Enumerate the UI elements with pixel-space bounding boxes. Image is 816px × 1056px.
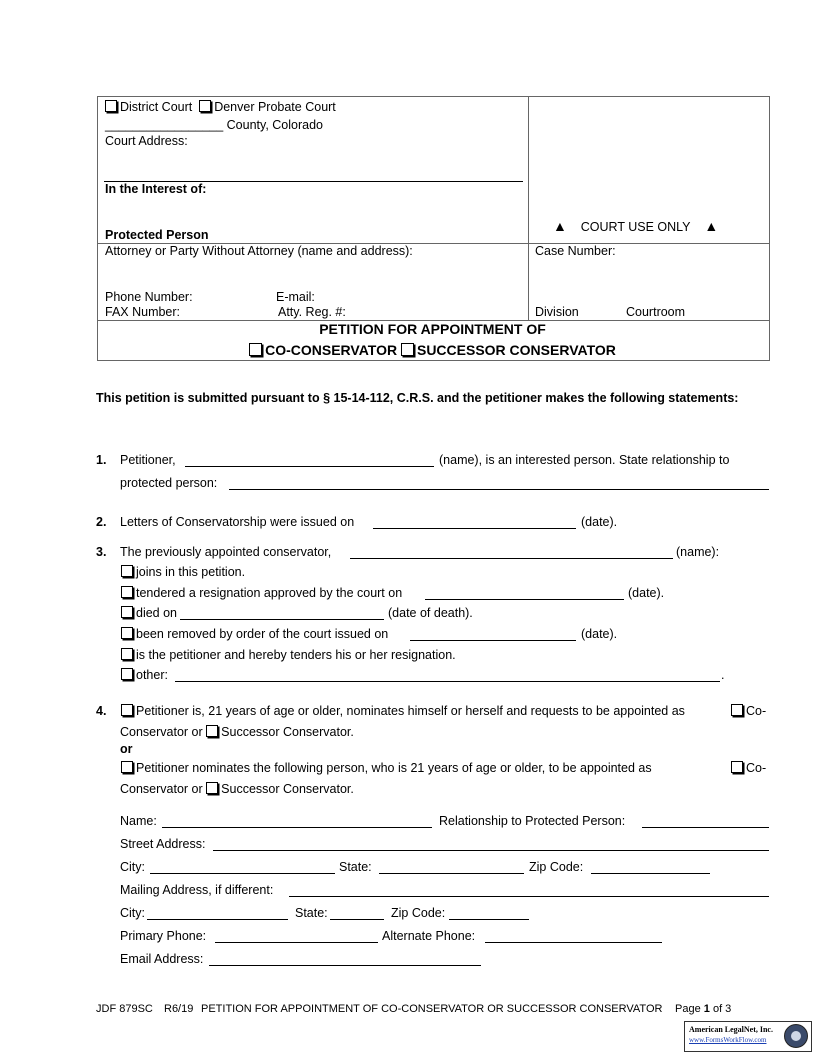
alternate-phone-field[interactable] [485, 942, 662, 943]
petitioner-name-field[interactable] [185, 466, 434, 467]
other-period: . [721, 668, 725, 682]
item-1-number: 1. [96, 453, 107, 467]
died-date-suffix: (date of death). [388, 606, 473, 620]
item-4-para2-text: Petitioner nominates the following person, who is 21 years of age or older, to be appointed as [136, 761, 652, 775]
successor-conservator-label: SUCCESSOR CONSERVATOR [416, 342, 616, 358]
item-1-text: (name), is an interested person. State relationship to [439, 453, 730, 467]
self-nominate-checkbox[interactable] [121, 704, 133, 716]
triangle-up-icon: ▲ [704, 218, 719, 234]
para2-co-checkbox[interactable] [731, 761, 743, 773]
other-field[interactable] [175, 681, 720, 682]
para2-co-label: Co- [746, 761, 767, 775]
zip2-label: Zip Code: [391, 906, 446, 920]
item-4-para1-end [731, 704, 766, 718]
page-prefix: Page [675, 1003, 701, 1015]
item-3-text: The previously appointed conservator, [120, 545, 332, 559]
phone-label: Phone Number: [105, 290, 193, 304]
tendered-checkbox[interactable] [121, 586, 133, 598]
caption-divider-vertical [528, 96, 529, 320]
letters-date-field[interactable] [373, 528, 576, 529]
para2-successor-checkbox[interactable] [206, 782, 218, 794]
item-4-para1-text: Petitioner is, 21 years of age or older, nominates himself or herself and requests to be appointed as [136, 704, 685, 718]
nominee-relationship-field[interactable] [642, 827, 769, 828]
item-2-date: (date). [581, 515, 618, 529]
protected-person-label: Protected Person [105, 228, 209, 242]
zip-label: Zip Code: [529, 860, 584, 874]
denver-probate-label: Denver Probate Court [214, 100, 336, 114]
courtroom-label: Courtroom [626, 305, 686, 319]
para1-conservator-or: Conservator or [120, 725, 203, 739]
mailing-label: Mailing Address, if different: [120, 883, 274, 897]
primary-phone-label: Primary Phone: [120, 929, 207, 943]
state-label: State: [339, 860, 372, 874]
in-interest-label: In the Interest of: [105, 182, 207, 196]
item-1-relationship: protected person: [120, 476, 218, 490]
item-1-petitioner: Petitioner, [120, 453, 176, 467]
item-3-name: (name): [676, 545, 720, 559]
removed-date-field[interactable] [410, 640, 576, 641]
item-4-para2-line2 [120, 782, 354, 796]
is-petitioner-checkbox[interactable] [121, 648, 133, 660]
form-title-options [97, 342, 768, 358]
district-court-checkbox[interactable] [105, 100, 117, 112]
joins-checkbox[interactable] [121, 565, 133, 577]
court-use-only [553, 218, 718, 234]
city-field[interactable] [150, 873, 335, 874]
district-court-label: District Court [120, 100, 193, 114]
court-type-row [105, 100, 336, 114]
street-field[interactable] [213, 850, 769, 851]
street-label: Street Address: [120, 837, 206, 851]
option-is-petitioner [121, 648, 456, 662]
footer-revision: R6/19 [164, 1003, 194, 1015]
option-other [121, 668, 168, 682]
para2-successor-label: Successor Conservator. [221, 782, 354, 796]
name-label: Name: [120, 814, 157, 828]
email-address-field[interactable] [209, 965, 481, 966]
other-label: other: [136, 668, 168, 682]
died-checkbox[interactable] [121, 606, 133, 618]
logo-emblem-icon [784, 1024, 808, 1048]
form-title: PETITION FOR APPOINTMENT OF [319, 321, 546, 337]
para1-co-label: Co- [746, 704, 767, 718]
died-label: died on [136, 606, 178, 620]
footer-form-id: JDF 879SC [96, 1003, 153, 1015]
item-2-text: Letters of Conservatorship were issued on [120, 515, 355, 529]
state2-label: State: [295, 906, 328, 920]
email-label: E-mail: [276, 290, 315, 304]
item-4-or: or [120, 742, 133, 756]
para1-successor-label: Successor Conservator. [221, 725, 354, 739]
american-legalnet-logo[interactable] [684, 1021, 812, 1052]
option-joins [121, 565, 245, 579]
court-use-only-label: COURT USE ONLY [580, 220, 691, 234]
logo-name: American LegalNet, Inc. [689, 1025, 773, 1034]
removed-date-suffix: (date). [581, 627, 618, 641]
case-number-label: Case Number: [535, 244, 616, 258]
removed-label: been removed by order of the court issued on [136, 627, 389, 641]
zip-field[interactable] [591, 873, 710, 874]
removed-checkbox[interactable] [121, 627, 133, 639]
city-label: City: [120, 860, 145, 874]
atty-reg-label: Atty. Reg. #: [278, 305, 346, 319]
co-conservator-checkbox[interactable] [249, 343, 262, 356]
denver-probate-checkbox[interactable] [199, 100, 211, 112]
division-label: Division [535, 305, 579, 319]
para1-co-checkbox[interactable] [731, 704, 743, 716]
item-4-para1 [121, 704, 685, 718]
item-4-para2 [121, 761, 652, 775]
zip2-field[interactable] [449, 919, 529, 920]
relationship-label: Relationship to Protected Person: [439, 814, 626, 828]
nominate-other-checkbox[interactable] [121, 761, 133, 773]
para1-successor-checkbox[interactable] [206, 725, 218, 737]
prior-conservator-name-field[interactable] [350, 558, 673, 559]
email-address-label: Email Address: [120, 952, 204, 966]
item-3-number: 3. [96, 545, 107, 559]
page-number: 1 [703, 1003, 710, 1015]
state-field[interactable] [379, 873, 524, 874]
tendered-date-suffix: (date). [628, 586, 665, 600]
tendered-label: tendered a resignation approved by the court on [136, 586, 403, 600]
option-died [121, 606, 177, 620]
option-tendered [121, 586, 402, 600]
item-4-para1-line2 [120, 725, 354, 739]
joins-label: joins in this petition. [136, 565, 246, 579]
is-petitioner-label: is the petitioner and hereby tenders his or her resignation. [136, 648, 456, 662]
state2-field[interactable] [330, 919, 384, 920]
para2-conservator-or: Conservator or [120, 782, 203, 796]
city2-field[interactable] [147, 919, 288, 920]
tendered-date-field[interactable] [425, 599, 624, 600]
primary-phone-field[interactable] [215, 942, 378, 943]
city2-label: City: [120, 906, 145, 920]
option-removed [121, 627, 388, 641]
co-conservator-label: CO-CONSERVATOR [265, 342, 398, 358]
mailing-field[interactable] [289, 896, 769, 897]
death-date-field[interactable] [180, 619, 384, 620]
nominee-name-field[interactable] [162, 827, 432, 828]
intro-statement: This petition is submitted pursuant to § 15-14-112, C.R.S. and the petitioner makes the following statements: [96, 391, 739, 405]
page-total: of 3 [712, 1003, 732, 1015]
footer-page [675, 1003, 731, 1015]
footer-title: PETITION FOR APPOINTMENT OF CO-CONSERVATOR OR SUCCESSOR CONSERVATOR [201, 1003, 663, 1015]
successor-conservator-checkbox[interactable] [401, 343, 414, 356]
alternate-phone-label: Alternate Phone: [382, 929, 476, 943]
relationship-field[interactable] [229, 489, 769, 490]
item-2-number: 2. [96, 515, 107, 529]
court-address-label: Court Address: [105, 134, 188, 148]
item-4-number: 4. [96, 704, 107, 718]
other-checkbox[interactable] [121, 668, 133, 680]
fax-label: FAX Number: [105, 305, 181, 319]
logo-url[interactable]: www.FormsWorkFlow.com [689, 1036, 767, 1044]
item-4-para2-end [731, 761, 766, 775]
attorney-label: Attorney or Party Without Attorney (name and address): [105, 244, 413, 258]
triangle-up-icon: ▲ [553, 218, 567, 234]
county-line[interactable]: _________________ County, Colorado [105, 118, 324, 132]
